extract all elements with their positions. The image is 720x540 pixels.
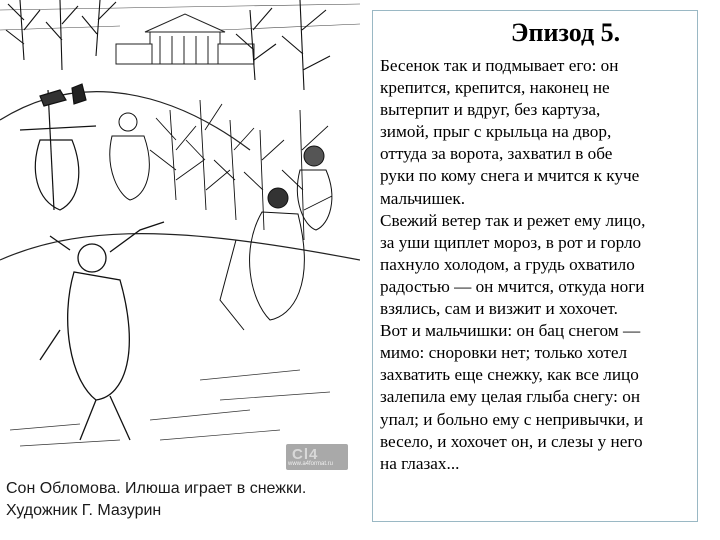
text-line: радостью — он мчится, откуда ноги [380, 276, 645, 296]
watermark-logo: Cl4 [292, 446, 319, 463]
text-line: крепится, крепится, наконец не [380, 78, 610, 98]
paragraph [380, 55, 691, 210]
snow-hill [0, 92, 360, 260]
manor-house [116, 14, 254, 64]
paragraph [380, 210, 691, 320]
text-line: мимо: сноровки нет; только хотел [380, 343, 628, 363]
illustration-caption [6, 478, 366, 522]
snow-hatching [10, 370, 330, 446]
caption-title: Сон Обломова. Илюша играет в снежки. [6, 480, 307, 497]
episode-title: Эпизод 5. [510, 18, 621, 47]
ilyusha-figure [40, 222, 164, 440]
text-line: Вот и мальчишки: он бац снегом — [380, 321, 641, 341]
text-line: захватить еще снежку, как все лицо [380, 365, 639, 385]
text-line: упал; и больно ему с непривычки, и [380, 409, 644, 429]
illustration-drawing [0, 0, 360, 470]
snowball-illustration [0, 0, 360, 470]
text-line: на глазах... [380, 453, 460, 473]
paragraph [380, 320, 691, 475]
text-line: оттуда за ворота, захватил в обе [380, 144, 613, 164]
scarecrow-figure [20, 84, 96, 210]
children-group [110, 113, 332, 330]
text-line: вытерпит и вдруг, без картуза, [380, 100, 601, 120]
text-line: руки по кому снега и мчится к куче [380, 166, 640, 186]
text-line: взялись, сам и визжит и хохочет. [380, 299, 618, 319]
episode-body [380, 55, 691, 475]
text-line: мальчишек. [380, 188, 465, 208]
text-line: зимой, прыг с крыльца на двор, [380, 122, 612, 142]
text-line: залепила ему целая глыба снегу: он [380, 387, 641, 407]
text-line: весело, и хохочет он, и слезы у него [380, 431, 643, 451]
episode-textbox [372, 10, 698, 522]
caption-artist: Художник Г. Мазурин [6, 502, 162, 519]
text-line: Свежий ветер так и режет ему лицо, [380, 210, 646, 230]
watermark-url: www.a4format.ru [288, 461, 334, 467]
text-line: Бесенок так и подмывает его: он [380, 56, 619, 75]
text-line: пахнуло холодом, а грудь охватило [380, 254, 635, 274]
text-line: за уши щиплет мороз, в рот и горло [380, 232, 642, 252]
